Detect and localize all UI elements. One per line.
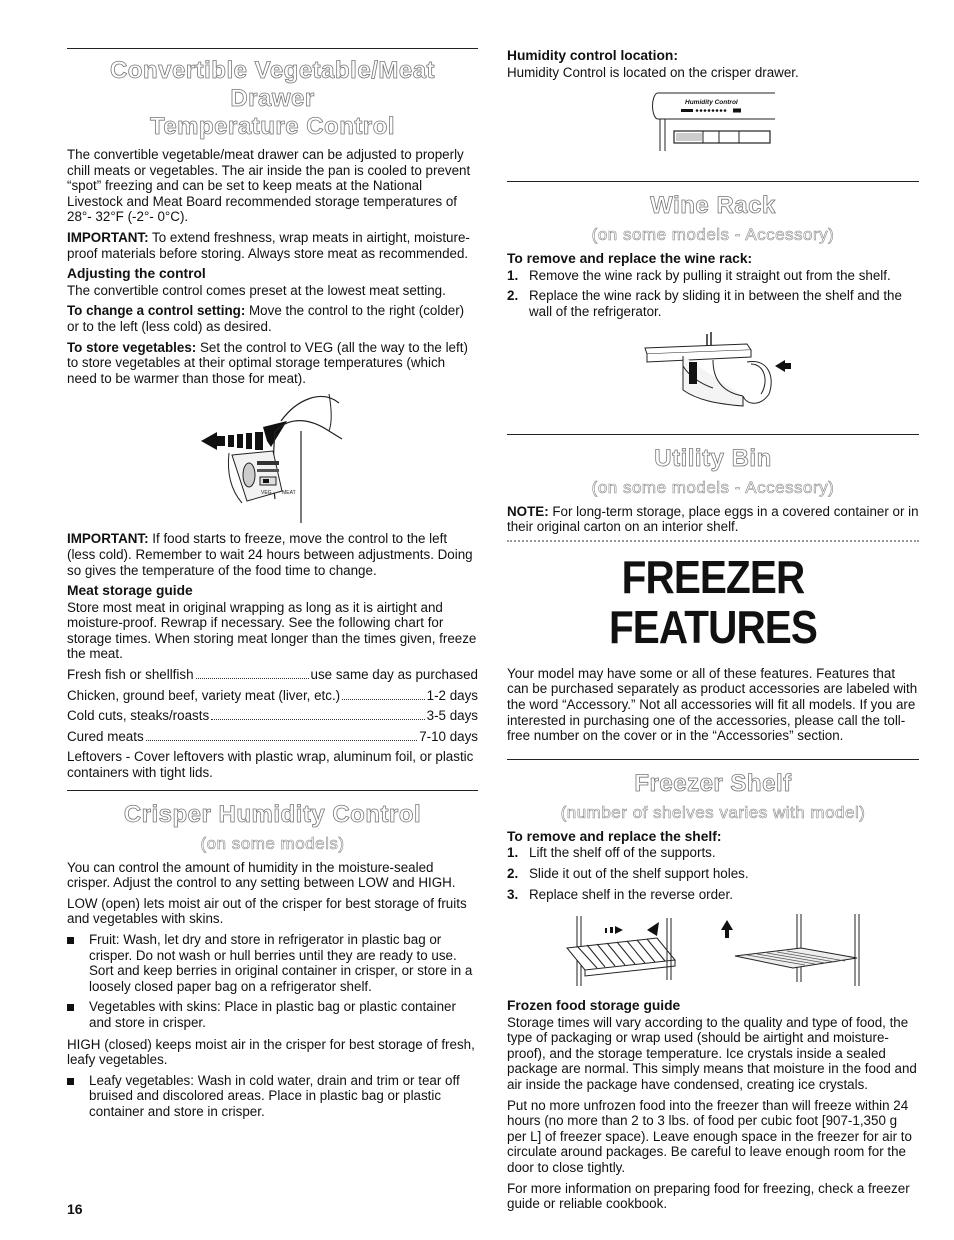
wine-rack-illustration bbox=[507, 326, 919, 418]
wine-steps-list bbox=[507, 268, 919, 320]
meat-guide-heading: Meat storage guide bbox=[67, 583, 193, 599]
drawer-heading-line1: Convertible Vegetable/Meat Drawer bbox=[109, 57, 436, 112]
crisper-heading: Crisper Humidity Control bbox=[123, 800, 422, 828]
frozen-guide-p3: For more information on preparing food for freezing, check a freezer guide or reliable cookbook. bbox=[507, 1180, 910, 1212]
change-setting bbox=[67, 303, 478, 334]
meat-time: use same day as purchased bbox=[310, 667, 478, 683]
humidity-control-illustration bbox=[507, 85, 919, 163]
humidity-location-heading: Humidity control location: bbox=[507, 48, 678, 63]
store-veg-label: To store vegetables: bbox=[67, 339, 197, 355]
meat-row bbox=[67, 708, 478, 724]
utility-bin-heading: Utility Bin bbox=[654, 444, 772, 472]
leftovers-text: Leftovers - Cover leftovers with plastic wrap, aluminum foil, or plastic containers with tight lids. bbox=[67, 749, 474, 781]
step-item bbox=[507, 845, 919, 861]
drawer-intro: The convertible vegetable/meat drawer can be adjusted to properly chill meats or vegetables. The air inside the pan is cooled to prevent “spot” freezing and can be set to keep meats at the National Livestock and Meat Board recommended storage temperatures of 28°- 32°F (-2°- 0°C). bbox=[67, 147, 471, 225]
adjusting-text: The convertible control comes preset at the lowest meat setting. bbox=[67, 282, 446, 298]
crisper-intro: You can control the amount of humidity in the moisture-sealed crisper. Adjust the control to any setting between LOW and HIGH. bbox=[67, 859, 456, 891]
store-vegetables bbox=[67, 340, 478, 387]
meat-time: 7-10 days bbox=[419, 728, 478, 744]
low-text: LOW (open) lets moist air out of the crisper for best storage of fruits and vegetables with skins. bbox=[67, 895, 467, 927]
meat-row bbox=[67, 688, 478, 704]
utility-bin-subheading: (on some models - Accessory) bbox=[591, 477, 835, 497]
freezer-features-title: FREEZER FEATURES bbox=[608, 550, 818, 653]
step-number: 1. bbox=[507, 267, 519, 283]
step-number: 2. bbox=[507, 865, 519, 881]
humidity-control-label: Humidity Control bbox=[685, 99, 738, 107]
humidity-location-text: Humidity Control is located on the crisper drawer. bbox=[507, 64, 799, 80]
step-item bbox=[507, 288, 919, 319]
change-label: To change a control setting: bbox=[67, 303, 246, 319]
bullet-item: Vegetables with skins: Place in plastic bag or plastic container and store in crisper. bbox=[67, 999, 478, 1030]
step-number: 1. bbox=[507, 845, 519, 861]
step-text: Slide it out of the shelf support holes. bbox=[529, 865, 749, 881]
meat-guide-text: Store most meat in original wrapping as long as it is airtight and moisture-proof. Rewrap if necessary. See the following chart for storage times. When storing meat longer than the times given, freeze the meat. bbox=[67, 599, 477, 662]
left-column bbox=[67, 48, 478, 1126]
high-bullet-list bbox=[67, 1073, 478, 1120]
meat-storage-chart bbox=[67, 667, 478, 744]
important-note-1 bbox=[67, 230, 478, 261]
meat-item: Cured meats bbox=[67, 728, 144, 744]
page-number: 16 bbox=[67, 1201, 83, 1217]
step-number: 3. bbox=[507, 886, 519, 902]
step-number: 2. bbox=[507, 288, 519, 304]
important-text: If food starts to freeze, move the control to the left (less cold). Remember to wait 24 hours between adjustments. Doing so gives the temperature of the food time to change. bbox=[67, 531, 473, 578]
meat-time: 1-2 days bbox=[426, 687, 478, 703]
frozen-guide-p1: Storage times will vary according to the quality and type of food, the type of packaging or wrap used (should be airtight and moisture-proof), and the storage temperature. Ice crystals inside a sealed package are normal. This simply means that moisture in the food and air inside the package have condensed, creating ice crystals. bbox=[507, 1014, 917, 1093]
crisper-subheading: (on some models) bbox=[200, 833, 345, 853]
meat-item: Fresh fish or shellfish bbox=[67, 667, 194, 683]
important-text: To extend freshness, wrap meats in airtight, moisture-proof materials before storing. Always store meat as recommended. bbox=[67, 229, 470, 261]
bullet-item: Fruit: Wash, let dry and store in refrigerator in plastic bag or crisper. Do not wash or hull berries until they are ready to use. Sort and keep berries in original container in crisper, or store in a loosely closed paper bag on a refrigerator shelf. bbox=[67, 932, 478, 994]
freezer-intro: Your model may have some or all of these features. Features that can be purchased separately as product accessories are labeled with the word “Accessory.” Not all accessories will fit all models. If you are interested in purchasing one of the accessories, please call the toll-free number on the cover or in the “Accessories” section. bbox=[507, 665, 918, 744]
meat-row bbox=[67, 667, 478, 683]
step-item bbox=[507, 866, 919, 882]
low-bullet-list bbox=[67, 932, 478, 1031]
change-text: Move the control to the right (colder) or to the left (less cold) as desired. bbox=[67, 303, 465, 334]
note-label: NOTE: bbox=[507, 503, 549, 519]
utility-note bbox=[507, 504, 919, 535]
shelf-steps-list bbox=[507, 845, 919, 902]
important-label: IMPORTANT: bbox=[67, 531, 149, 547]
drawer-control-illustration bbox=[67, 391, 478, 531]
note-text: For long-term storage, place eggs in a covered container or in their original carton on an interior shelf. bbox=[507, 503, 919, 535]
adjusting-heading: Adjusting the control bbox=[67, 266, 206, 282]
freezer-shelf-subheading: (number of shelves varies with model) bbox=[560, 802, 866, 822]
freezer-shelf-heading: Freezer Shelf bbox=[634, 769, 792, 797]
meat-row bbox=[67, 729, 478, 745]
freezer-shelf-illustration bbox=[507, 908, 919, 998]
important-label: IMPORTANT: bbox=[67, 229, 149, 245]
step-text: Lift the shelf off of the supports. bbox=[529, 845, 716, 861]
step-text: Replace the wine rack by sliding it in between the shelf and the wall of the refrigerator. bbox=[529, 288, 902, 319]
section-divider bbox=[507, 540, 919, 542]
store-veg-text: Set the control to VEG (all the way to the left) to store vegetables at their optimal storage temperatures (which need to be warmer than those for meat). bbox=[67, 339, 468, 386]
high-text: HIGH (closed) keeps moist air in the crisper for best storage of fresh, leafy vegetables. bbox=[67, 1036, 475, 1068]
frozen-guide-heading: Frozen food storage guide bbox=[507, 998, 681, 1014]
wine-steps-heading: To remove and replace the wine rack: bbox=[507, 251, 753, 267]
meat-item: Cold cuts, steaks/roasts bbox=[67, 708, 210, 724]
important-note-2 bbox=[67, 531, 478, 578]
frozen-guide-p2: Put no more unfrozen food into the freezer than will freeze within 24 hours (no more than 2 to 3 lbs. of food per cubic foot [907-1,350 g per L] of freezer space). Leave enough space in the freezer for air to circulate around packages. Be careful to leave enough room for the door to close tightly. bbox=[507, 1097, 912, 1176]
shelf-steps-heading: To remove and replace the shelf: bbox=[507, 828, 722, 844]
step-text: Remove the wine rack by pulling it straight out from the shelf. bbox=[529, 267, 891, 283]
right-column bbox=[507, 48, 919, 1217]
wine-rack-heading: Wine Rack bbox=[650, 192, 776, 220]
meat-time: 3-5 days bbox=[426, 708, 478, 724]
wine-rack-subheading: (on some models - Accessory) bbox=[591, 225, 835, 245]
meat-item: Chicken, ground beef, variety meat (liver, etc.) bbox=[67, 687, 341, 703]
bullet-item: Leafy vegetables: Wash in cold water, drain and trim or tear off bruised and discolored areas. Place in plastic bag or plastic container and store in crisper. bbox=[67, 1073, 478, 1120]
step-item bbox=[507, 268, 919, 284]
drawer-heading-line2: Temperature Control bbox=[149, 113, 396, 140]
step-text: Replace shelf in the reverse order. bbox=[529, 886, 733, 902]
svg-text:VEG · · · MEAT: VEG · · · MEAT bbox=[261, 490, 296, 497]
step-item bbox=[507, 887, 919, 903]
